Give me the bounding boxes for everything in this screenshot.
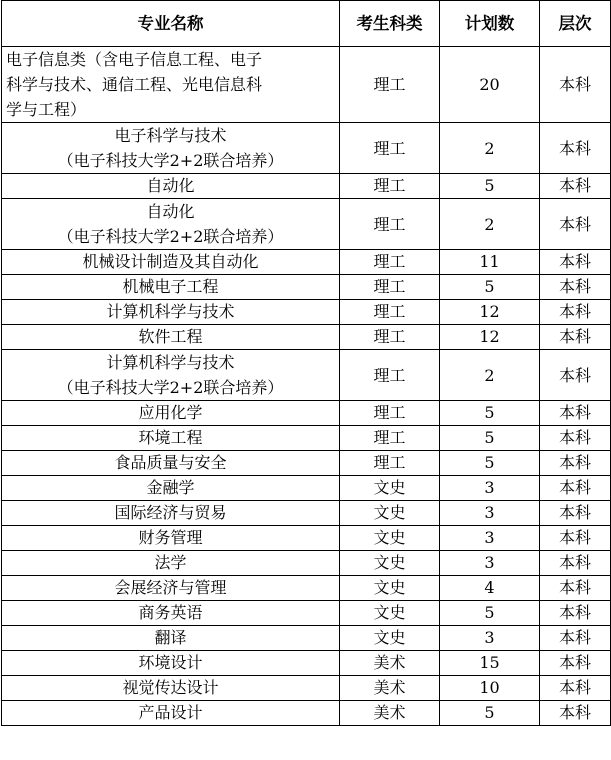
plan-count-cell: 5 xyxy=(440,426,540,451)
plan-count-cell: 5 xyxy=(440,174,540,199)
table-row xyxy=(2,123,611,174)
table-row xyxy=(2,325,611,350)
table-row xyxy=(2,601,611,626)
plan-count-cell: 12 xyxy=(440,300,540,325)
plan-count-cell: 4 xyxy=(440,576,540,601)
plan-count-cell: 5 xyxy=(440,701,540,726)
table-row xyxy=(2,676,611,701)
plan-count-cell: 5 xyxy=(440,451,540,476)
level-cell: 本科 xyxy=(540,551,611,576)
table-row xyxy=(2,576,611,601)
plan-count-cell: 12 xyxy=(440,325,540,350)
plan-count-cell: 5 xyxy=(440,401,540,426)
enrollment-plan-table xyxy=(1,0,611,726)
major-name-cell: 财务管理 xyxy=(2,526,340,551)
plan-count-cell: 3 xyxy=(440,626,540,651)
plan-count-cell: 3 xyxy=(440,551,540,576)
table-header-row xyxy=(2,1,611,47)
plan-count-cell: 15 xyxy=(440,651,540,676)
table-row xyxy=(2,199,611,250)
major-name-cell: 金融学 xyxy=(2,476,340,501)
category-cell: 文史 xyxy=(340,601,440,626)
category-cell: 理工 xyxy=(340,426,440,451)
category-cell: 文史 xyxy=(340,526,440,551)
category-cell: 美术 xyxy=(340,701,440,726)
major-name-cell: 应用化学 xyxy=(2,401,340,426)
category-cell: 文史 xyxy=(340,501,440,526)
level-cell: 本科 xyxy=(540,651,611,676)
major-name-cell: 环境工程 xyxy=(2,426,340,451)
level-cell: 本科 xyxy=(540,123,611,174)
major-name-cell: 翻译 xyxy=(2,626,340,651)
plan-count-cell: 2 xyxy=(440,350,540,401)
level-cell: 本科 xyxy=(540,626,611,651)
major-name-cell: 电子科学与技术 （电子科技大学2+2联合培养） xyxy=(2,123,340,174)
plan-count-cell: 3 xyxy=(440,476,540,501)
category-cell: 理工 xyxy=(340,123,440,174)
category-cell: 理工 xyxy=(340,174,440,199)
category-cell: 文史 xyxy=(340,626,440,651)
major-name-cell: 视觉传达设计 xyxy=(2,676,340,701)
category-cell: 理工 xyxy=(340,325,440,350)
level-cell: 本科 xyxy=(540,576,611,601)
major-name-cell: 机械设计制造及其自动化 xyxy=(2,250,340,275)
table-row xyxy=(2,275,611,300)
category-cell: 理工 xyxy=(340,250,440,275)
major-name-cell: 产品设计 xyxy=(2,701,340,726)
table-row xyxy=(2,350,611,401)
plan-count-cell: 3 xyxy=(440,501,540,526)
major-name-cell: 法学 xyxy=(2,551,340,576)
category-cell: 理工 xyxy=(340,300,440,325)
plan-count-cell: 11 xyxy=(440,250,540,275)
category-cell: 美术 xyxy=(340,676,440,701)
category-cell: 文史 xyxy=(340,576,440,601)
major-name-cell: 商务英语 xyxy=(2,601,340,626)
category-cell: 文史 xyxy=(340,476,440,501)
level-cell: 本科 xyxy=(540,676,611,701)
level-cell: 本科 xyxy=(540,501,611,526)
category-cell: 理工 xyxy=(340,275,440,300)
table-row xyxy=(2,701,611,726)
header-plan-count: 计划数 xyxy=(440,1,540,47)
category-cell: 美术 xyxy=(340,651,440,676)
table-row xyxy=(2,651,611,676)
table-row xyxy=(2,250,611,275)
level-cell: 本科 xyxy=(540,199,611,250)
level-cell: 本科 xyxy=(540,451,611,476)
category-cell: 理工 xyxy=(340,47,440,123)
major-name-cell: 环境设计 xyxy=(2,651,340,676)
major-name-cell: 计算机科学与技术 xyxy=(2,300,340,325)
major-name-cell: 食品质量与安全 xyxy=(2,451,340,476)
category-cell: 文史 xyxy=(340,551,440,576)
table-row xyxy=(2,551,611,576)
level-cell: 本科 xyxy=(540,701,611,726)
plan-count-cell: 2 xyxy=(440,123,540,174)
level-cell: 本科 xyxy=(540,47,611,123)
major-name-cell: 国际经济与贸易 xyxy=(2,501,340,526)
level-cell: 本科 xyxy=(540,325,611,350)
major-name-cell: 软件工程 xyxy=(2,325,340,350)
level-cell: 本科 xyxy=(540,275,611,300)
table-row xyxy=(2,300,611,325)
level-cell: 本科 xyxy=(540,401,611,426)
plan-count-cell: 10 xyxy=(440,676,540,701)
category-cell: 理工 xyxy=(340,350,440,401)
level-cell: 本科 xyxy=(540,350,611,401)
plan-count-cell: 3 xyxy=(440,526,540,551)
header-category: 考生科类 xyxy=(340,1,440,47)
major-name-cell: 自动化 xyxy=(2,174,340,199)
plan-count-cell: 5 xyxy=(440,601,540,626)
plan-count-cell: 5 xyxy=(440,275,540,300)
table-row xyxy=(2,47,611,123)
level-cell: 本科 xyxy=(540,426,611,451)
major-name-cell: 计算机科学与技术 （电子科技大学2+2联合培养） xyxy=(2,350,340,401)
plan-count-cell: 2 xyxy=(440,199,540,250)
major-name-cell: 会展经济与管理 xyxy=(2,576,340,601)
table-row xyxy=(2,451,611,476)
table-row xyxy=(2,476,611,501)
level-cell: 本科 xyxy=(540,526,611,551)
table-row xyxy=(2,401,611,426)
table-row xyxy=(2,426,611,451)
major-name-cell: 自动化 （电子科技大学2+2联合培养） xyxy=(2,199,340,250)
table-row xyxy=(2,174,611,199)
level-cell: 本科 xyxy=(540,174,611,199)
category-cell: 理工 xyxy=(340,451,440,476)
table-row xyxy=(2,501,611,526)
major-name-cell: 电子信息类（含电子信息工程、电子 科学与技术、通信工程、光电信息科 学与工程） xyxy=(2,47,340,123)
level-cell: 本科 xyxy=(540,601,611,626)
level-cell: 本科 xyxy=(540,476,611,501)
table-row xyxy=(2,526,611,551)
category-cell: 理工 xyxy=(340,199,440,250)
table-row xyxy=(2,626,611,651)
category-cell: 理工 xyxy=(340,401,440,426)
header-major-name: 专业名称 xyxy=(2,1,340,47)
header-level: 层次 xyxy=(540,1,611,47)
plan-count-cell: 20 xyxy=(440,47,540,123)
level-cell: 本科 xyxy=(540,250,611,275)
level-cell: 本科 xyxy=(540,300,611,325)
major-name-cell: 机械电子工程 xyxy=(2,275,340,300)
